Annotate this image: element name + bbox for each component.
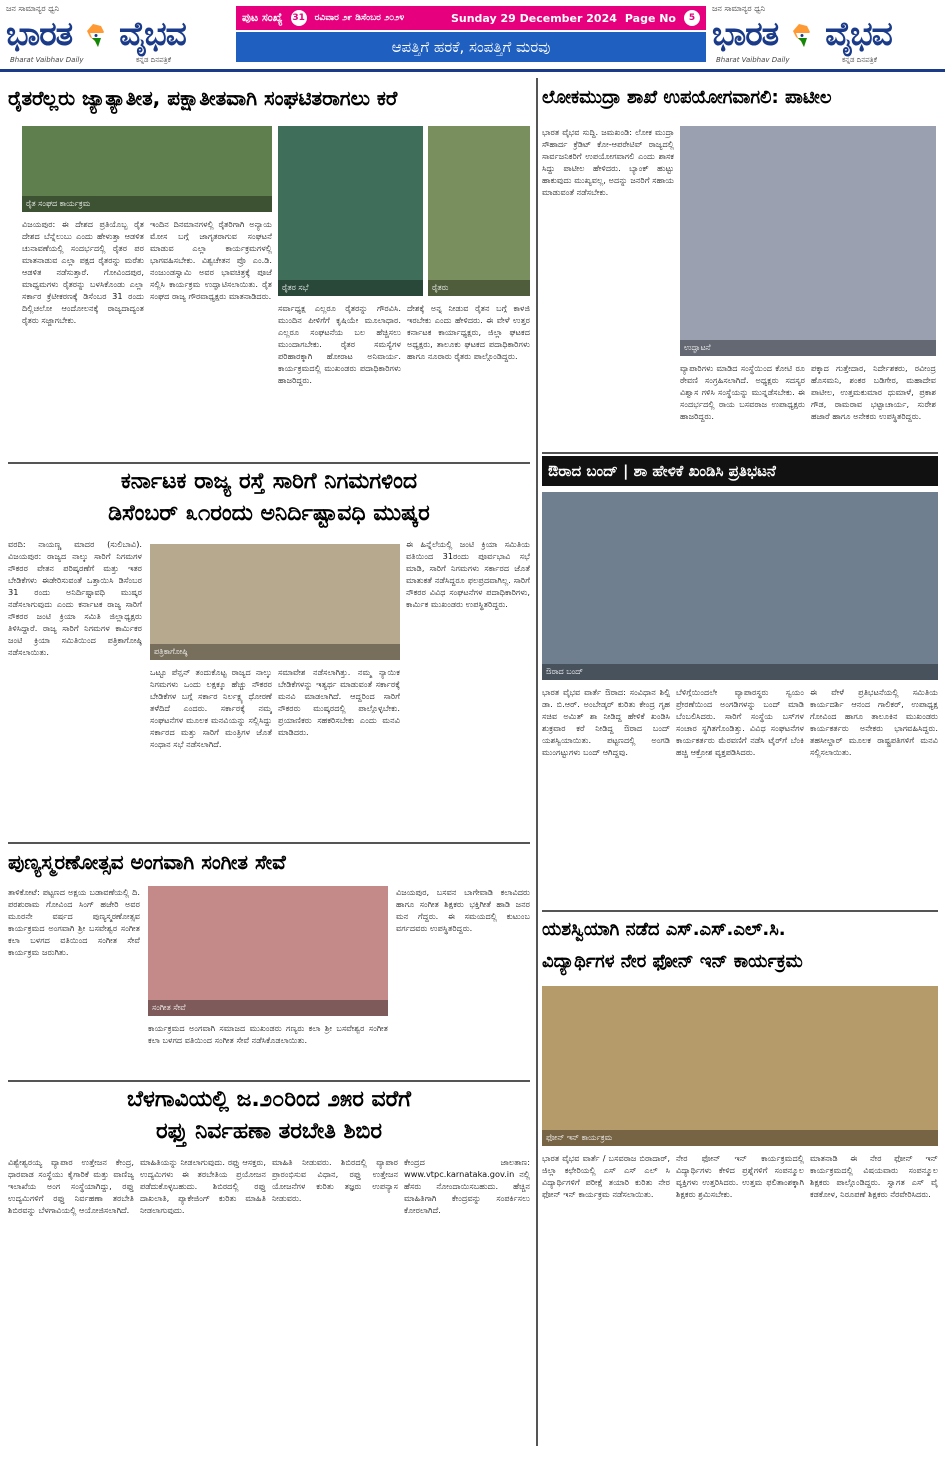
- photo-caption: ಉದ್ಘಾಟನೆ: [680, 340, 936, 356]
- article-shaw: [542, 456, 938, 906]
- page-label: Page No: [624, 11, 676, 25]
- section-divider: [542, 910, 938, 912]
- photo-caption: ರೈತರು: [428, 280, 530, 296]
- issue-label: ಪುಟ ಸಂಖ್ಯೆ: [242, 11, 283, 24]
- ksrtc-col-1: ವರದಿ: ನಾಯಣ್ಣ ಮಾದರ (ಸುಲಿಬಾವಿ). ವಿಜಯಪುರ: ರಾಜ್ಯದ ನಾಲ್ಕು ಸಾರಿಗೆ ನಿಗಮಗಳ ನೌಕರರ ವೇತನ ಪರಿಷ್ಕರಣೆಗೆ ಮತ್ತು ಇತರ ಬೇಡಿಕೆಗಳು ಈಡೇರಿಸುವಂತೆ ಒತ್ತಾಯಿಸಿ ಡಿಸೆಂಬರ 31 ರಂದು ಅನಿರ್ದಿಷ್ಟಾವಧಿ ಮುಷ್ಕರ ನಡೆಸಲಾಗುವುದು ಎಂದು ಕರ್ನಾಟಕ ರಾಜ್ಯ ಸಾರಿಗೆ ನೌಕರರ ಜಂಟಿ ಕ್ರಿಯಾ ಸಮಿತಿ ಜಿಲ್ಲಾಧ್ಯಕ್ಷರು ತಿಳಿಸಿದ್ದಾರೆ. ರಾಜ್ಯ ಸಾರಿಗೆ ನಿಗಮಗಳ ಕಾರ್ಮಿಕರ ಜಂಟಿ ಕ್ರಿಯಾ ಸಮಿತಿಯಿಂದ ಪತ್ರಿಕಾಗೋಷ್ಠಿ ನಡೆಸಲಾಯಿತು.: [8, 539, 142, 657]
- issue-number: 31: [291, 10, 307, 26]
- masthead-motto: ಆಪತ್ತಿಗೆ ಹರಕೆ, ಸಂಪತ್ತಿಗೆ ಮರವು: [236, 32, 706, 62]
- article-sslc: [542, 914, 938, 1448]
- photo-caption: ಪತ್ರಿಕಾಗೋಷ್ಠಿ: [150, 644, 400, 660]
- headline-sslc-line1: ಯಶಸ್ವಿಯಾಗಿ ನಡೆದ ಎಸ್.ಎಸ್.ಎಲ್.ಸಿ.: [542, 919, 786, 940]
- photo-caption: ರೈತರ ಸಭೆ: [278, 280, 423, 296]
- photo-farmers-3: [428, 126, 530, 296]
- article-belagavi: [8, 1084, 530, 1450]
- headline-belagavi-line1: ಬೆಳಗಾವಿಯಲ್ಲಿ ಜ.೨೦ರಿಂದ ೨೫ರ ವರೆಗೆ: [127, 1087, 411, 1112]
- photo-sslc: [542, 986, 938, 1146]
- headline-belagavi-line2: ರಫ್ತು ನಿರ್ವಹಣಾ ತರಬೇತಿ ಶಿಬಿರ: [156, 1119, 382, 1144]
- article-ksrtc: [8, 466, 530, 838]
- masthead-tagline-right: ಜನ ಸಾಮಾನ್ಯರ ಧ್ವನಿ: [712, 4, 766, 13]
- sslc-col-1: ಭಾರತ ವೈಭವ ವಾರ್ತೆ / ಬಸವರಾಜ ಬಿರಾದಾರ್, ಜಿಲ್ಲಾ ಕಛೇರಿಯಲ್ಲಿ ಎಸ್ ಎಸ್ ಎಲ್ ಸಿ ವಿದ್ಯಾರ್ಥಿಗಳಿಗೆ ಪರೀಕ್ಷೆ ತಯಾರಿ ಕುರಿತು ನೇರ ಫೋನ್ ಇನ್ ಕಾರ್ಯಕ್ರಮ ನಡೆಸಲಾಯಿತು.: [542, 1153, 670, 1199]
- date-english: Sunday 29 December 2024: [450, 11, 617, 25]
- music-col-3: ವಿಜಯಪುರ, ಬಸವನ ಬಾಗೇವಾಡಿ ಕಲಾವಿದರು ಹಾಗೂ ಸಂಗೀತ ಶಿಕ್ಷಕರು ಭಕ್ತಿಗೀತೆ ಹಾಡಿ ಜನರ ಮನ ಗೆದ್ದರು. ಈ ಸಮಯದಲ್ಲಿ ಕುಟುಂಬ ವರ್ಗದವರು ಉಪಸ್ಥಿತರಿದ್ದರು.: [396, 887, 530, 933]
- lokmudra-col-2: ವ್ಯಾಪಾರಿಗಳು ಮಾಡಿದ ಸಂಸ್ಥೆಯಿಂದ ಕೋಟಿ ರೂ ಠೇವಣಿ ಸಂಗ್ರಹಿಸಲಾಗಿದೆ. ಅಧ್ಯಕ್ಷರು ಸದಸ್ಯರ ವಿಶ್ವಾಸ ಗಳಿಸಿ ಸಂಸ್ಥೆಯನ್ನು ಮುನ್ನಡೆಸಬೇಕು. ಈ ಸಂದರ್ಭದಲ್ಲಿ ರಾಯ ಬಸವರಾಜ ಉಪಾಧ್ಯಕ್ಷರು ಹಾಜರಿದ್ದರು.: [680, 363, 805, 421]
- article-farmers: [8, 78, 530, 460]
- date-kannada: ರವಿವಾರ ೨೯ ಡಿಸೆಂಬರ ೨೦೨೪: [314, 13, 405, 23]
- photo-farmers-1: [22, 126, 272, 212]
- belagavi-col-2: ಮಾಹಿತಿಯನ್ನು ನೀಡಲಾಗುವುದು. ರಫ್ತು ಆಸಕ್ತರು, ಉದ್ಯಮಿಗಳು ಈ ತರಬೇತಿಯ ಪ್ರಯೋಜನ ಪಡೆದುಕೊಳ್ಳಬಹುದು. ಶಿಬಿರದಲ್ಲಿ ರಫ್ತು ದಾಖಲಾತಿ, ಪ್ಯಾಕೇಜಿಂಗ್ ಕುರಿತು ಮಾಹಿತಿ ನೀಡಲಾಗುವುದು.: [140, 1157, 266, 1215]
- masthead-info-strip: [236, 6, 706, 62]
- photo-caption: ಫೋನ್ ಇನ್ ಕಾರ್ಯಕ್ರಮ: [542, 1130, 938, 1146]
- page-number: 5: [684, 10, 700, 26]
- farmers-col-1: ವಿಜಯಪುರ: ಈ ದೇಶದ ಪ್ರತಿಯೊಬ್ಬ ರೈತ ದೇಶದ ಬೆನ್ನೆಲುಬು ಎಂದು ಹೇಳುತ್ತಾ ಆಡಳಿತ ಚುನಾವಣೆಯಲ್ಲಿ ಸಂದರ್ಭದಲ್ಲಿ ರೈತರ ಪರ ಮಾತನಾಡುವ ಎಲ್ಲಾ ಪಕ್ಷದ ರೈತರನ್ನು ಮರೆತು ಆಡಳಿತ ನಡೆಸುತ್ತಾರೆ. ಗೋವಿಂದಪುರ, ಮಾಧ್ಯಮಗಳು ರೈತರನ್ನು ಬಳಸಿಕೊಂಡು ಎಲ್ಲಾ ಸರ್ಕಾರ ಕ್ರೆಟೀಕರಣಕ್ಕೆ ಡಿಸೆಂಬರ 31 ರಂದು ದಿಲ್ಲಿಚಲೋ ಆಂದೋಲನಕ್ಕೆ ರಾಜ್ಯದಾದ್ಯಂತ ರೈತರು ಸಜ್ಜಾಗಬೇಕು.: [22, 219, 144, 325]
- title-part2-right: ವೈಭವ: [825, 14, 892, 53]
- india-map-flag-icon: [85, 23, 107, 49]
- india-map-flag-icon: [791, 23, 813, 49]
- section-divider: [8, 462, 530, 464]
- issue-meta-row: [236, 6, 706, 30]
- belagavi-col-1: ವಿಶ್ವೇಶ್ವರಯ್ಯ ವ್ಯಾಪಾರ ಉತ್ತೇಜನ ಕೇಂದ್ರ, ಧಾರವಾಡ ಸಂಸ್ಥೆಯು ಕೈಗಾರಿಕೆ ಮತ್ತು ವಾಣಿಜ್ಯ ಇಲಾಖೆಯ ಅಂಗ ಸಂಸ್ಥೆಯಾಗಿದ್ದು, ರಫ್ತು ಉದ್ಯಮಿಗಳಿಗೆ ರಫ್ತು ನಿರ್ವಹಣಾ ತರಬೇತಿ ಶಿಬಿರವನ್ನು ಬೆಳಗಾವಿಯಲ್ಲಿ ಆಯೋಜಿಸಲಾಗಿದೆ.: [8, 1157, 134, 1215]
- belagavi-col-3: ಮಾಹಿತಿ ನೀಡುವರು. ಶಿಬಿರದಲ್ಲಿ ವ್ಯಾಪಾರ ಪ್ರಾರಂಭಿಸುವ ವಿಧಾನ, ರಫ್ತು ಉತ್ತೇಜನ ಯೋಜನೆಗಳ ಕುರಿತು ತಜ್ಞರು ಉಪನ್ಯಾಸ ನೀಡುವರು.: [272, 1157, 398, 1203]
- masthead-tagline: ಜನ ಸಾಮಾನ್ಯರ ಧ್ವನಿ: [6, 4, 60, 13]
- article-music: [8, 846, 530, 1078]
- title-part2: ವೈಭವ: [119, 14, 186, 53]
- masthead: [0, 0, 945, 72]
- headline-ksrtc-line2: ಡಿಸೆಂಬರ್ ೩೧ರಂದು ಅನಿರ್ದಿಷ್ಟಾವಧಿ ಮುಷ್ಕರ: [108, 501, 430, 526]
- photo-music: [148, 886, 388, 1016]
- headline-lokmudra: ಲೋಕಮುದ್ರಾ ಶಾಖೆ ಉಪಯೋಗವಾಗಲಿ: ಪಾಟೀಲ: [542, 87, 832, 108]
- section-divider: [8, 842, 530, 844]
- music-col-1: ತಾಳಿಕೋಟೆ: ಪಟ್ಟಣದ ಅಕ್ಷಯ ಬಡಾವಣೆಯಲ್ಲಿ ದಿ. ಪರಶುರಾಮ ಗೋವಿಂದ ಸಿಂಗ್ ಹಜೇರಿ ಅವರ ಮೂರನೇ ವರ್ಷದ ಪುಣ್ಯಸ್ಮರಣೋತ್ಸವ ಕಾರ್ಯಕ್ರಮದ ಅಂಗವಾಗಿ ಶ್ರೀ ಬಸವೇಶ್ವರ ಸಂಗೀತ ಕಲಾ ಬಳಗದ ವತಿಯಿಂದ ಸಂಗೀತ ಸೇವೆ ಕಾರ್ಯಕ್ರಮ ಜರುಗಿತು.: [8, 887, 140, 957]
- headline-music: ಪುಣ್ಯಸ್ಮರಣೋತ್ಸವ ಅಂಗವಾಗಿ ಸಂಗೀತ ಸೇವೆ: [8, 850, 286, 874]
- headline-farmers: ರೈತರೆಲ್ಲರು ಜ್ಯಾತ್ಯಾತೀತ, ಪಕ್ಷಾತೀತವಾಗಿ ಸಂಘಟಿತರಾಗಲು ಕರೆ: [8, 86, 398, 110]
- photo-caption: ರೈತ ಸಂಘದ ಕಾರ್ಯಕ್ರಮ: [22, 196, 272, 212]
- lokmudra-col-3: ಪಕ್ಕಾದ ಗುತ್ತೇದಾರ, ನಿರ್ದೇಶಕರು, ರವೀಂದ್ರ ಹೊಸಮನಿ, ಶಂಕರ ಬಡಿಗೇರ, ಮಹಾದೇವ ಪಾಟೀಲ, ಉತ್ತಮಕುಮಾರ ಧುಮಾಳೆ, ಪ್ರಕಾಶ ಗೌಡ, ರಾಮರಾವ ಭಟ್ಟಾಚಾರ್ಯ, ಸುರೇಶ ಹಜಾರೆ ಹಾಗೂ ಅನೇಕರು ಉಪಸ್ಥಿತರಿದ್ದರು.: [811, 363, 936, 421]
- farmers-col-2: ಇಂದಿನ ದಿನಮಾನಗಳಲ್ಲಿ ರೈತರಿಗಾಗಿ ಅನ್ಯಾಯ ಮೋಸ ಬಗ್ಗೆ ಜಾಗೃತರಾಗುವ ಸಂಘಟನೆ ಮಾಡುವ ಎಲ್ಲಾ ಕಾರ್ಯಕ್ರಮಗಳಲ್ಲಿ ಭಾಗವಹಿಸಬೇಕು. ವಿಶ್ವಚೇತನ ಪ್ರೊ ಎಂ.ಡಿ. ನಂಜುಂಡಸ್ವಾಮಿ ಅವರ ಭಾವಚಿತ್ರಕ್ಕೆ ಪೂಜೆ ಸಲ್ಲಿಸಿ ಕಾರ್ಯಕ್ರಮ ಉದ್ಘಾಟಿಸಲಾಯಿತು. ರೈತ ಸಂಘದ ರಾಜ್ಯ ಗೌರವಾಧ್ಯಕ್ಷರು ಮಾತನಾಡಿದರು.: [150, 219, 272, 301]
- shaw-col-3: ಈ ವೇಳೆ ಪ್ರತಿಭಟನೆಯಲ್ಲಿ ಸಮಿತಿಯ ಕಾರ್ಯದರ್ಶಿ ಆನಂದ ಗಾಲಿಕರ್, ಉಪಾಧ್ಯಕ್ಷ ಗೋವಿಂದ ಹಾಗೂ ತಾಲೂಕಿನ ಮುಖಂಡರು ಕಾರ್ಯಕರ್ತರು ಅನೇಕರು ಭಾಗವಹಿಸಿದ್ದರು. ತಹಸೀಲ್ದಾರ್ ಮೂಲಕ ರಾಷ್ಟ್ರಪತಿಗಳಿಗೆ ಮನವಿ ಸಲ್ಲಿಸಲಾಯಿತು.: [810, 687, 938, 757]
- ksrtc-col-3: ಸಮಾವೇಶ ನಡೆಸಲಾಗಿತ್ತು. ನಮ್ಮ ನ್ಯಾಯಿಕ ಬೇಡಿಕೆಗಳನ್ನು ಇತ್ಯರ್ಥ ಮಾಡುವಂತೆ ಸರ್ಕಾರಕ್ಕೆ ಮನವಿ ಮಾಡಲಾಗಿದೆ. ಆದ್ದರಿಂದ ಸಾರಿಗೆ ನೌಕರರು ಮುಷ್ಕರದಲ್ಲಿ ಪಾಲ್ಗೊಳ್ಳಬೇಕು. ಪ್ರಯಾಣಿಕರು ಸಹಕರಿಸಬೇಕು ಎಂದು ಮನವಿ ಮಾಡಿದರು.: [278, 667, 400, 737]
- ksrtc-col-2: ಒಟ್ಟೂ ಪೆನ್ಷನ್ ತಂದುಕೊಟ್ಟ ರಾಜ್ಯದ ನಾಲ್ಕು ನಿಗಮಗಳು ಒಂದು ಲಕ್ಷಕ್ಕೂ ಹೆಚ್ಚು ನೌಕರರ ಬೇಡಿಕೆಗಳ ಬಗ್ಗೆ ಸರ್ಕಾರ ನಿರ್ಲಕ್ಷ್ಯ ಧೋರಣೆ ತಳೆದಿದೆ ಎಂದರು. ಸರ್ಕಾರಕ್ಕೆ ನಮ್ಮ ಸಂಘಟನೆಗಳ ಮೂಲಕ ಮನವಿಯನ್ನು ಸಲ್ಲಿಸಿದ್ದು ಸರ್ಕಾರದ ಮತ್ತು ಸಾರಿಗೆ ಮಂತ್ರಿಗಳ ಜೊತೆ ಸಂಧಾನ ಸಭೆ ನಡೆಸಲಾಗಿದೆ.: [150, 667, 272, 749]
- photo-caption: ಔರಾದ ಬಂದ್: [542, 664, 938, 680]
- headline-ksrtc-line1: ಕರ್ನಾಟಕ ರಾಜ್ಯ ರಸ್ತೆ ಸಾರಿಗೆ ನಿಗಮಗಳಿಂದ: [120, 469, 418, 494]
- masthead-logo-left: [6, 4, 231, 68]
- title-part1: ಭಾರತ: [6, 14, 73, 53]
- section-divider: [8, 1080, 530, 1082]
- section-divider: [542, 452, 938, 454]
- farmers-col-3: ಸರ್ವಾಧ್ಯಕ್ಷ ಎಲ್ಲರೂ ರೈತರನ್ನು ಗೌರವಿಸಿ. ಮುಂದಿನ ಪೀಳಿಗೆಗೆ ಕೃಷಿಯೇ ಮೂಲಾಧಾರ. ಎಲ್ಲರೂ ಸಂಘಟನೆಯ ಬಲ ಹೆಚ್ಚಿಸಲು ಮುಂದಾಗಬೇಕು. ರೈತರ ಸಮಸ್ಯೆಗಳ ಪರಿಹಾರಕ್ಕಾಗಿ ಹೋರಾಟ ಅನಿವಾರ್ಯ. ಕಾರ್ಯಕ್ರಮದಲ್ಲಿ ಮುಖಂಡರು ಪದಾಧಿಕಾರಿಗಳು ಹಾಜರಿದ್ದರು.: [278, 303, 401, 385]
- farmers-col-4: ದೇಶಕ್ಕೆ ಅನ್ನ ನೀಡುವ ರೈತನ ಬಗ್ಗೆ ಕಾಳಜಿ ಇರಬೇಕು ಎಂದು ಹೇಳಿದರು. ಈ ವೇಳೆ ಉತ್ತರ ಕರ್ನಾಟಕ ಕಾರ್ಯಾಧ್ಯಕ್ಷರು, ಜಿಲ್ಲಾ ಘಟಕದ ಅಧ್ಯಕ್ಷರು, ತಾಲೂಕು ಘಟಕದ ಪದಾಧಿಕಾರಿಗಳು ಹಾಗೂ ನೂರಾರು ರೈತರು ಪಾಲ್ಗೊಂಡಿದ್ದರು.: [407, 303, 530, 361]
- shaw-col-1: ಭಾರತ ವೈಭವ ವಾರ್ತೆ ಔರಾದ: ಸಂವಿಧಾನ ಶಿಲ್ಪಿ ಡಾ. ಬಿ.ಆರ್. ಅಂಬೇಡ್ಕರ್ ಕುರಿತು ಕೇಂದ್ರ ಗೃಹ ಸಚಿವ ಅಮಿತ್ ಶಾ ನೀಡಿದ್ದ ಹೇಳಿಕೆ ಖಂಡಿಸಿ ಶುಕ್ರವಾರ ಕರೆ ನೀಡಿದ್ದ ಔರಾದ ಬಂದ್ ಯಶಸ್ವಿಯಾಯಿತು. ಪಟ್ಟಣದಲ್ಲಿ ಅಂಗಡಿ ಮುಂಗಟ್ಟುಗಳು ಬಂದ್ ಆಗಿದ್ದವು.: [542, 687, 670, 757]
- title-part1-right: ಭಾರತ: [712, 14, 779, 53]
- column-divider: [536, 78, 538, 1446]
- lokmudra-col-1: ಭಾರತ ವೈಭವ ಸುದ್ದಿ. ಜಮಖಂಡಿ: ಲೋಕ ಮುದ್ರಾ ಸೌಹಾರ್ದ ಕ್ರೆಡಿಟ್ ಕೋ-ಆಪರೇಟಿವ್ ರಾಜ್ಯದಲ್ಲಿ ಸಾರ್ವಜನಿಕರಿಗೆ ಉಪಯೋಗವಾಗಲಿ ಎಂದು ಶಾಸಕ ಸಿದ್ದು ಪಾಟೀಲ ಹೇಳಿದರು. ಬ್ಯಾಂಕ್ ಹುಟ್ಟು ಹಾಕುವುದು ಮುಖ್ಯವಲ್ಲ, ಅದನ್ನು ಜನರಿಗೆ ಸಹಾಯ ಮಾಡುವಂತೆ ನಡೆಸಬೇಕು.: [542, 127, 674, 197]
- masthead-subtitle-en: Bharat Vaibhav Daily: [10, 56, 84, 64]
- headline-sslc-line2: ವಿದ್ಯಾರ್ಥಿಗಳ ನೇರ ಫೋನ್ ಇನ್ ಕಾರ್ಯಕ್ರಮ: [542, 951, 803, 972]
- masthead-title-right: [712, 14, 892, 54]
- masthead-title: [6, 14, 186, 54]
- photo-farmers-2: [278, 126, 423, 296]
- article-lokmudra: [542, 78, 938, 448]
- masthead-logo-right: [712, 4, 937, 68]
- masthead-subtitle-kn-right: ಕನ್ನಡ ದಿನಪತ್ರಿಕೆ: [842, 56, 878, 64]
- belagavi-col-4: ಕೇಂದ್ರದ ಜಾಲತಾಣ: www.vtpc.karnataka.gov.in ನಲ್ಲಿ ಹೆಸರು ನೋಂದಾಯಿಸಬಹುದು. ಹೆಚ್ಚಿನ ಮಾಹಿತಿಗಾಗಿ ಕೇಂದ್ರವನ್ನು ಸಂಪರ್ಕಿಸಲು ಕೋರಲಾಗಿದೆ.: [404, 1157, 530, 1215]
- ksrtc-col-4: ಈ ಹಿನ್ನೆಲೆಯಲ್ಲಿ ಜಂಟಿ ಕ್ರಿಯಾ ಸಮಿತಿಯ ವತಿಯಿಂದ 31ರಂದು ಪೂರ್ವಭಾವಿ ಸಭೆ ಮಾಡಿ, ಸಾರಿಗೆ ನಿಗಮಗಳು ಸರ್ಕಾರದ ಜೊತೆ ಮಾತುಕತೆ ನಡೆಸಿದ್ದರೂ ಫಲಪ್ರದವಾಗಿಲ್ಲ. ಸಾರಿಗೆ ನೌಕರರ ವಿವಿಧ ಸಂಘಟನೆಗಳ ಪದಾಧಿಕಾರಿಗಳು, ಕಾರ್ಮಿಕ ಮುಖಂಡರು ಉಪಸ್ಥಿತರಿದ್ದರು.: [406, 539, 530, 609]
- photo-caption: ಸಂಗೀತ ಸೇವೆ: [148, 1000, 388, 1016]
- photo-lokmudra: [680, 126, 936, 356]
- music-col-2: ಕಾರ್ಯಕ್ರಮದ ಅಂಗವಾಗಿ ಸಮಾಜದ ಮುಖಂಡರು ಗಣ್ಯರು ಕಲಾ ಶ್ರೀ ಬಸವೇಶ್ವರ ಸಂಗೀತ ಕಲಾ ಬಳಗದ ವತಿಯಿಂದ ಸಂಗೀತ ಸೇವೆ ನಡೆಸಿಕೊಡಲಾಯಿತು.: [148, 1023, 388, 1045]
- masthead-subtitle-en-right: Bharat Vaibhav Daily: [716, 56, 790, 64]
- photo-shaw: [542, 492, 938, 680]
- sslc-col-3: ಮಾತನಾಡಿ ಈ ನೇರ ಫೋನ್ ಇನ್ ಕಾರ್ಯಕ್ರಮದಲ್ಲಿ ವಿಷಯವಾರು ಸಂಪನ್ಮೂಲ ಶಿಕ್ಷಕರು ಪಾಲ್ಗೊಂಡಿದ್ದರು. ಸ್ವಾಗತ ಎಸ್ ವೈ ಕಡಕೋಳ, ನಿರೂಪಣೆ ಶಿಕ್ಷಕರು ನೆರವೇರಿಸಿದರು.: [810, 1153, 938, 1199]
- masthead-subtitle-kn: ಕನ್ನಡ ದಿನಪತ್ರಿಕೆ: [136, 56, 172, 64]
- sslc-col-2: ನೇರ ಫೋನ್ ಇನ್ ಕಾರ್ಯಕ್ರಮದಲ್ಲಿ ವಿದ್ಯಾರ್ಥಿಗಳು ಕೇಳಿದ ಪ್ರಶ್ನೆಗಳಿಗೆ ಸಂಪನ್ಮೂಲ ವ್ಯಕ್ತಿಗಳು ಉತ್ತರಿಸಿದರು. ಉತ್ತಮ ಫಲಿತಾಂಶಕ್ಕಾಗಿ ಶಿಕ್ಷಕರು ಶ್ರಮಿಸಬೇಕು.: [676, 1153, 804, 1199]
- shaw-col-2: ಬೆಳಿಗ್ಗೆಯಿಂದಲೇ ವ್ಯಾಪಾರಸ್ಥರು ಸ್ವಯಂ ಪ್ರೇರಣೆಯಿಂದ ಅಂಗಡಿಗಳನ್ನು ಬಂದ್ ಮಾಡಿ ಬೆಂಬಲಿಸಿದರು. ಸಾರಿಗೆ ಸಂಸ್ಥೆಯ ಬಸ್‌ಗಳ ಸಂಚಾರ ಸ್ಥಗಿತಗೊಂಡಿತ್ತು. ವಿವಿಧ ಸಂಘಟನೆಗಳ ಕಾರ್ಯಕರ್ತರು ಮೆರವಣಿಗೆ ನಡೆಸಿ ಟೈರ್‌ಗೆ ಬೆಂಕಿ ಹಚ್ಚಿ ಆಕ್ರೋಶ ವ್ಯಕ್ತಪಡಿಸಿದರು.: [676, 687, 804, 757]
- photo-ksrtc: [150, 544, 400, 660]
- headline-shaw: ಔರಾದ ಬಂದ್ | ಶಾ ಹೇಳಿಕೆ ಖಂಡಿಸಿ ಪ್ರತಿಭಟನೆ: [542, 456, 938, 486]
